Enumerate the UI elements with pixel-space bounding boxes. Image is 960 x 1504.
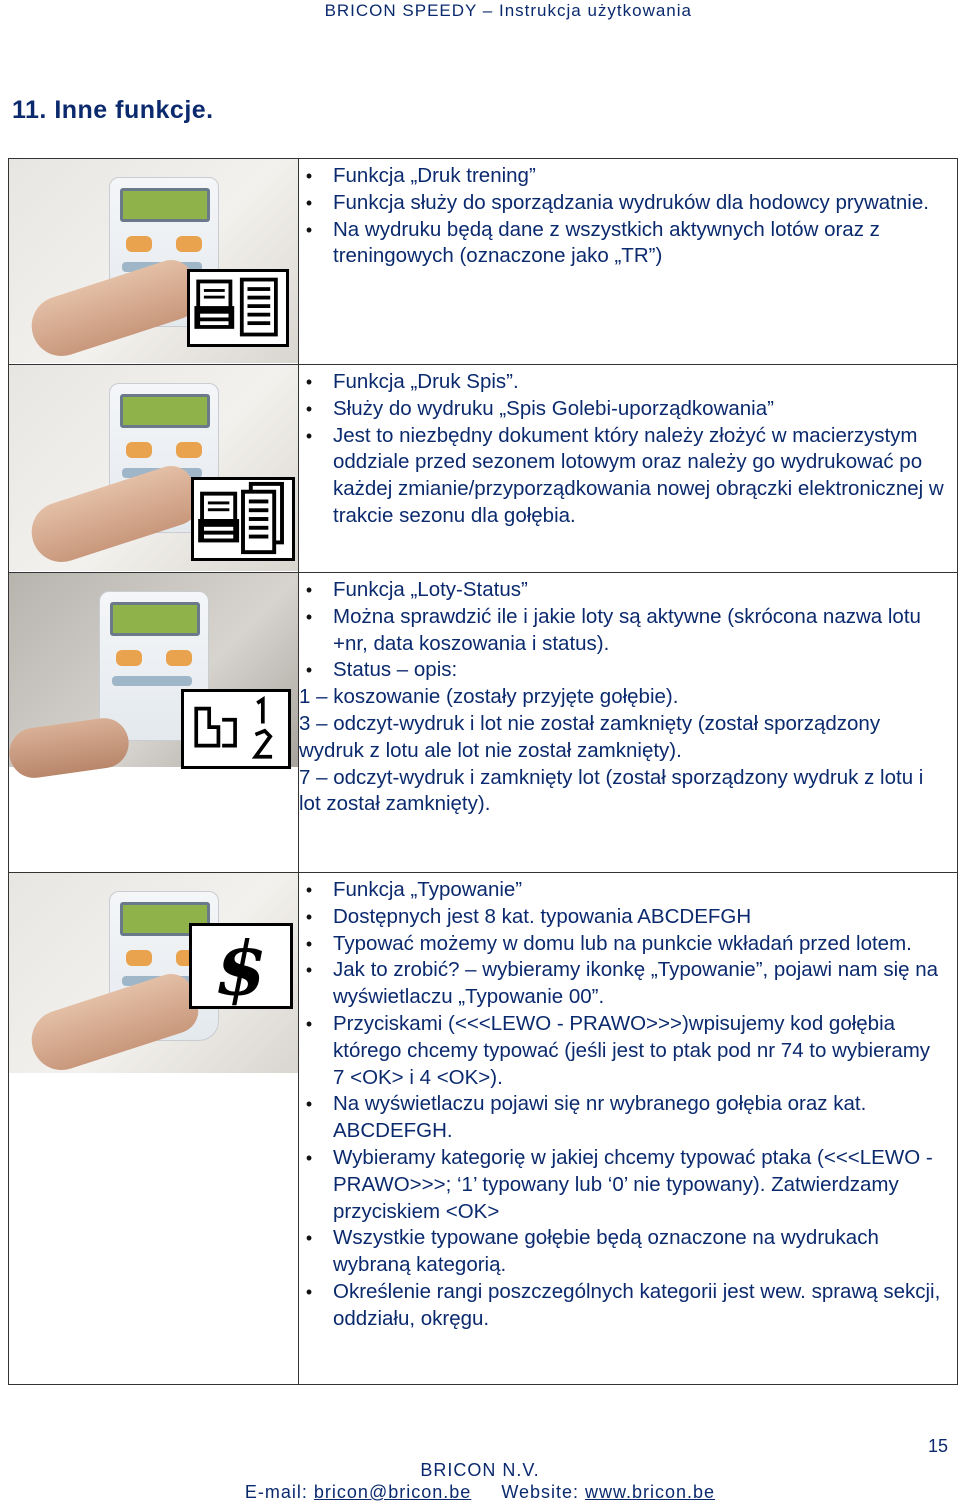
device-photo: [9, 159, 298, 363]
status-line: 3 – odczyt-wydruk i lot nie został zamknięty (został sporządzony wydruk z lotu ale lot nie został zamknięty).: [299, 711, 881, 762]
device-photo: [9, 365, 298, 571]
bullet-list: [333, 369, 947, 530]
print-list-icon: [191, 477, 295, 561]
list-item: • Można sprawdzić ile i jakie loty są aktywne (skrócona nazwa lotu +nr, data koszowania i status).: [333, 604, 947, 658]
list-item: • Jak to zrobić? – wybieramy ikonkę „Typowanie”, pojawi nam się na wyświetlaczu „Typowanie 00”.: [333, 957, 947, 1011]
device-button: [176, 236, 202, 252]
text-cell: [299, 365, 958, 573]
list-item: • Wszystkie typowane gołębie będą oznaczone na wydrukach wybraną kategorią.: [333, 1225, 947, 1279]
section-title: 11. Inne funkcje.: [12, 96, 214, 124]
device-photo-cell: [9, 365, 299, 573]
finger: [9, 715, 132, 781]
bullet-list: [333, 163, 947, 270]
list-item: • Jest to niezbędny dokument który należy złożyć w macierzystym oddziale przed sezonem lotowym oraz należy go wydrukować po każdej zmianie/przyporządkowania nowej obrączki elektronicznej w trakcie sezonu dla gołębia.: [333, 423, 947, 530]
list-item: • Dostępnych jest 8 kat. typowania ABCDEFGH: [333, 904, 947, 931]
footer-company: BRICON N.V.: [420, 1460, 540, 1480]
dollar-icon: [189, 923, 293, 1009]
list-item: • Funkcja służy do sporządzania wydruków dla hodowcy prywatnie.: [333, 190, 947, 217]
list-item: • Funkcja „Loty-Status”: [333, 577, 947, 604]
bullet-list: [333, 577, 947, 684]
list-item: • Służy do wydruku „Spis Golebi-uporządkowania”: [333, 396, 947, 423]
list-item: • Funkcja „Druk Spis”.: [333, 369, 947, 396]
list-item: • Określenie rangi poszczególnych kategorii jest wew. sprawą sekcji, oddziału, okręgu.: [333, 1279, 947, 1333]
device-button: [126, 950, 152, 966]
device-photo-cell: [9, 873, 299, 1385]
email-label: E-mail:: [244, 1482, 314, 1502]
website-label: Website:: [501, 1482, 586, 1502]
list-item: • Na wydruku będą dane z wszystkich aktywnych lotów oraz z treningowych (oznaczone jako „TR”): [333, 217, 947, 271]
table-row: [9, 159, 958, 365]
website-link[interactable]: www.bricon.be: [585, 1482, 716, 1502]
device-screen: [120, 188, 210, 222]
page-number: 15: [927, 1436, 948, 1456]
device-screen: [110, 602, 200, 636]
text-cell: [299, 873, 958, 1385]
device-photo: [9, 873, 298, 1073]
text-cell: [299, 159, 958, 365]
device-button: [126, 442, 152, 458]
bullet-list: [333, 877, 947, 1333]
device-button: [176, 442, 202, 458]
device-button: [116, 650, 142, 666]
device-screen: [120, 394, 210, 428]
email-link[interactable]: bricon@bricon.be: [313, 1482, 472, 1502]
device-button: [126, 236, 152, 252]
list-item: • Funkcja „Druk trening”: [333, 163, 947, 190]
list-item: • Status – opis:: [333, 657, 947, 684]
device-photo: [9, 573, 298, 767]
device-photo-cell: [9, 159, 299, 365]
table-row: [9, 573, 958, 873]
device-logo: [112, 676, 192, 686]
table-row: [9, 873, 958, 1385]
instructions-table: [8, 158, 958, 1385]
table-row: [9, 365, 958, 573]
device-button: [166, 650, 192, 666]
device-photo-cell: [9, 573, 299, 873]
list-item: • Wybieramy kategorię w jakiej chcemy typować ptaka (<<<LEWO - PRAWO>>>; ‘1’ typowany lub ‘0’ nie typowany). Zatwierdzamy przyciskiem <OK>: [333, 1145, 947, 1225]
status-line: 1 – koszowanie (zostały przyjęte gołębie).: [299, 685, 679, 709]
page-header: BRICON SPEEDY – Instrukcja użytkowania: [324, 1, 692, 20]
list-item: • Typować możemy w domu lub na punkcie wkładań przed lotem.: [333, 931, 947, 958]
flight-status-icon: [181, 689, 291, 769]
status-line: 7 – odczyt-wydruk i zamknięty lot (został sporządzony wydruk z lotu i lot został zamknięty).: [299, 765, 924, 816]
svg-text:$: $: [215, 926, 267, 1006]
list-item: • Funkcja „Typowanie”: [333, 877, 947, 904]
list-item: • Na wyświetlaczu pojawi się nr wybranego gołębia oraz kat. ABCDEFGH.: [333, 1091, 947, 1145]
print-training-icon: [187, 269, 289, 347]
text-cell: [299, 573, 958, 873]
footer-contact: [0, 1482, 960, 1503]
list-item: • Przyciskami (<<<LEWO - PRAWO>>>)wpisujemy kod gołębia którego chcemy typować (jeśli jest to ptak pod nr 74 to wybieramy 7 <OK> i 4 <OK>).: [333, 1011, 947, 1091]
